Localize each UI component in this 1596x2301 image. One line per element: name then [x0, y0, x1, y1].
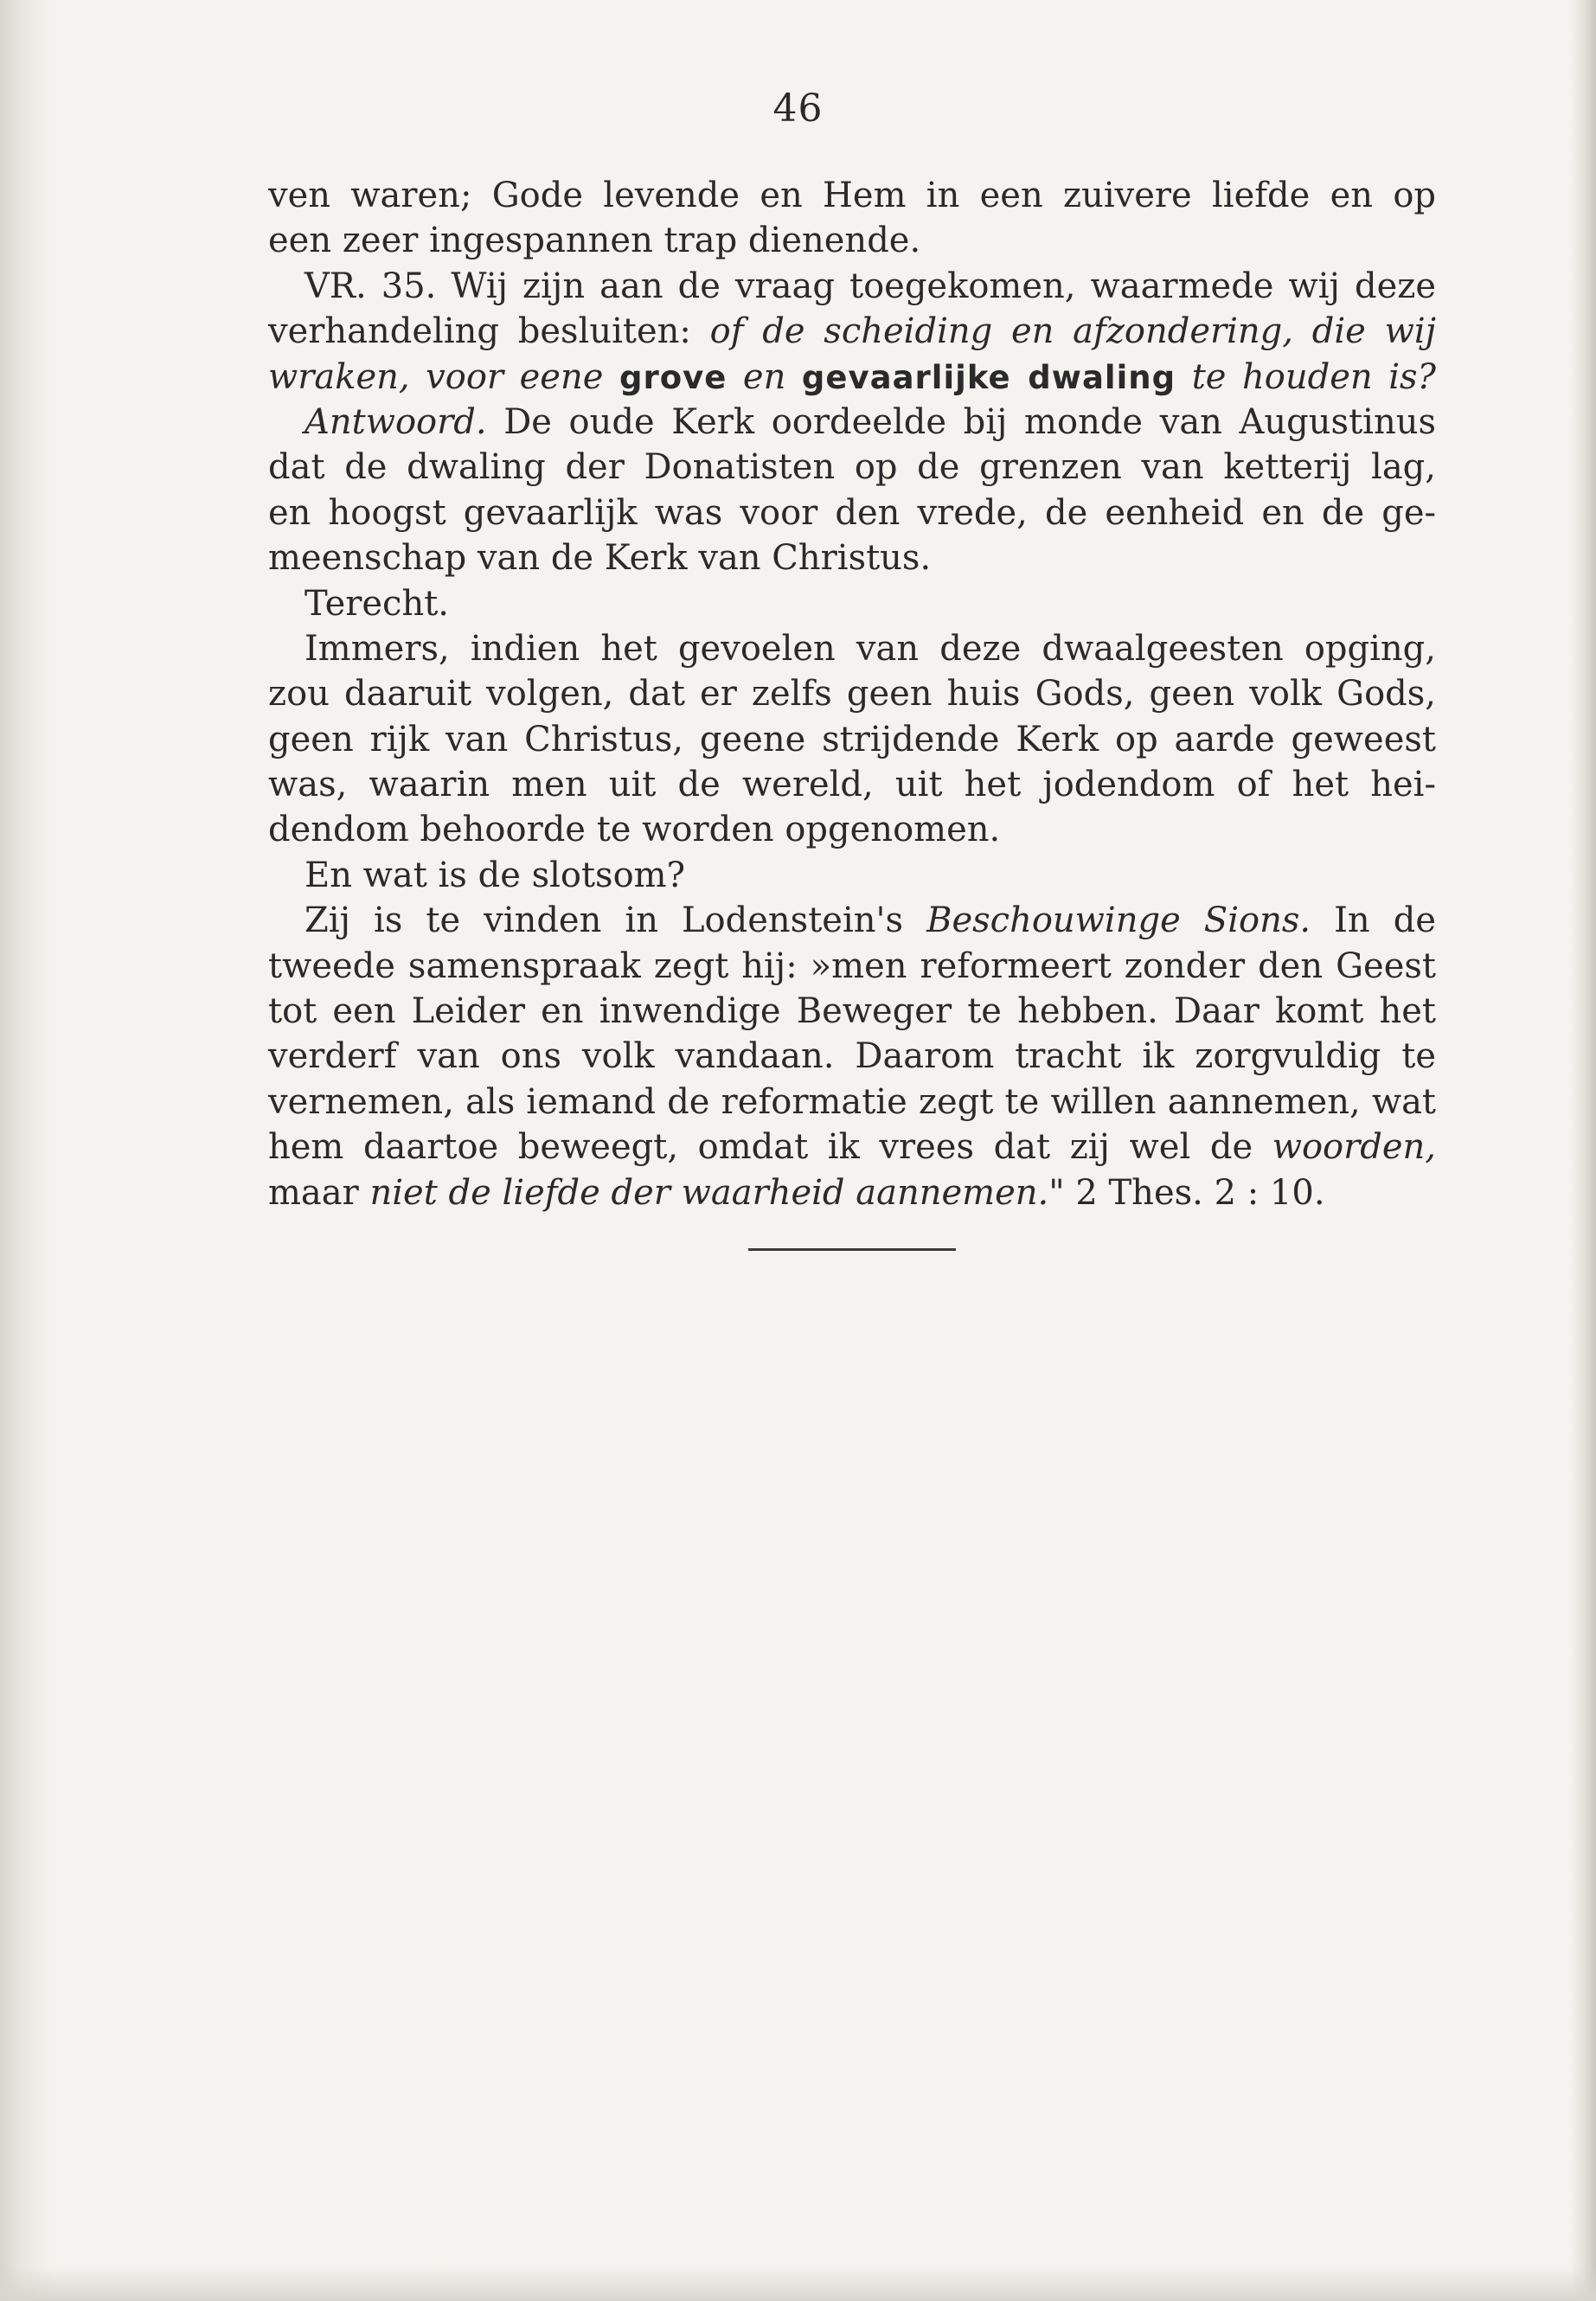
body-text: [268, 173, 1436, 1215]
text-line: verderf van ons volk vandaan. Daarom tracht ik zorgvuldig te: [268, 1036, 1436, 1077]
italic-quote: niet de liefde der waarheid aannemen.": [369, 1172, 1065, 1213]
text-run: maar: [268, 1172, 370, 1213]
text-line: Immers, indien het gevoelen van deze dwaalgeesten opging,: [304, 628, 1436, 669]
text-line: [268, 1125, 1436, 1170]
italic-quote: woorden,: [1272, 1127, 1436, 1168]
text-line: Terecht.: [304, 583, 449, 624]
scan-edge-bottom: [0, 2266, 1596, 2301]
text-line: een zeer ingespannen trap dienende.: [268, 221, 921, 261]
text-run: hem daartoe beweegt, omdat ik vrees dat zij wel de: [268, 1127, 1272, 1168]
text-line: en hoogst gevaarlijk was voor den vrede, de eenheid en de ge-: [268, 492, 1436, 533]
italic-question: of de scheiding en afzondering, die wij: [709, 311, 1436, 352]
gothic-emphasis: grove: [619, 358, 727, 396]
text-line: [268, 400, 1436, 445]
text-run: In de: [1311, 901, 1436, 941]
text-line: was, waarin men uit de wereld, uit het jodendom of het hei-: [268, 765, 1436, 805]
page-number: 46: [772, 87, 824, 131]
scan-edge-left: [0, 0, 52, 2301]
text-run: Zij is te vinden in Lodenstein's: [304, 901, 927, 941]
text-line: dendom behoorde te worden opgenomen.: [268, 810, 1001, 850]
text-line: ven waren; Gode levende en Hem in een zuivere liefde en op: [268, 176, 1436, 215]
text-line: tweede samenspraak zegt hij: »men reformeert zonder den Geest: [268, 945, 1436, 986]
text-line: [268, 355, 1436, 400]
question-text: VR. 35. Wij zijn aan de vraag toegekomen, waarmede wij deze: [304, 266, 1436, 306]
text-line: tot een Leider en inwendige Beweger te hebben. Daar komt het: [268, 991, 1436, 1032]
text-line: [268, 309, 1436, 354]
text-run: De oude Kerk oordeelde bij monde van Augustinus: [486, 401, 1436, 442]
text-line: [268, 898, 1436, 943]
section-divider: [748, 1248, 956, 1251]
text-run: verhandeling besluiten:: [268, 311, 710, 352]
text-line: zou daaruit volgen, dat er zelfs geen huis Gods, geen volk Gods,: [268, 674, 1436, 715]
scan-edge-right: [1570, 0, 1596, 2301]
answer-label: Antwoord.: [304, 401, 487, 442]
text-line: geen rijk van Christus, geene strijdende Kerk op aarde geweest: [268, 719, 1436, 760]
scripture-reference: 2 Thes. 2 : 10.: [1064, 1172, 1325, 1213]
text-line: [268, 264, 1436, 309]
gothic-emphasis: gevaarlijke dwaling: [801, 358, 1176, 396]
italic-question: en: [727, 356, 802, 397]
text-line: En wat is de slotsom?: [304, 855, 686, 895]
italic-question: wraken, voor eene: [268, 356, 619, 397]
text-line: [268, 1170, 1436, 1215]
text-line: dat de dwaling der Donatisten op de grenzen van ketterij lag,: [268, 447, 1436, 488]
book-title: Beschouwinge Sions.: [926, 901, 1311, 941]
text-line: meenschap van de Kerk van Christus.: [268, 538, 932, 579]
italic-question: te houden is?: [1176, 356, 1436, 397]
text-line: vernemen, als iemand de reformatie zegt te willen aannemen, wat: [268, 1081, 1436, 1122]
